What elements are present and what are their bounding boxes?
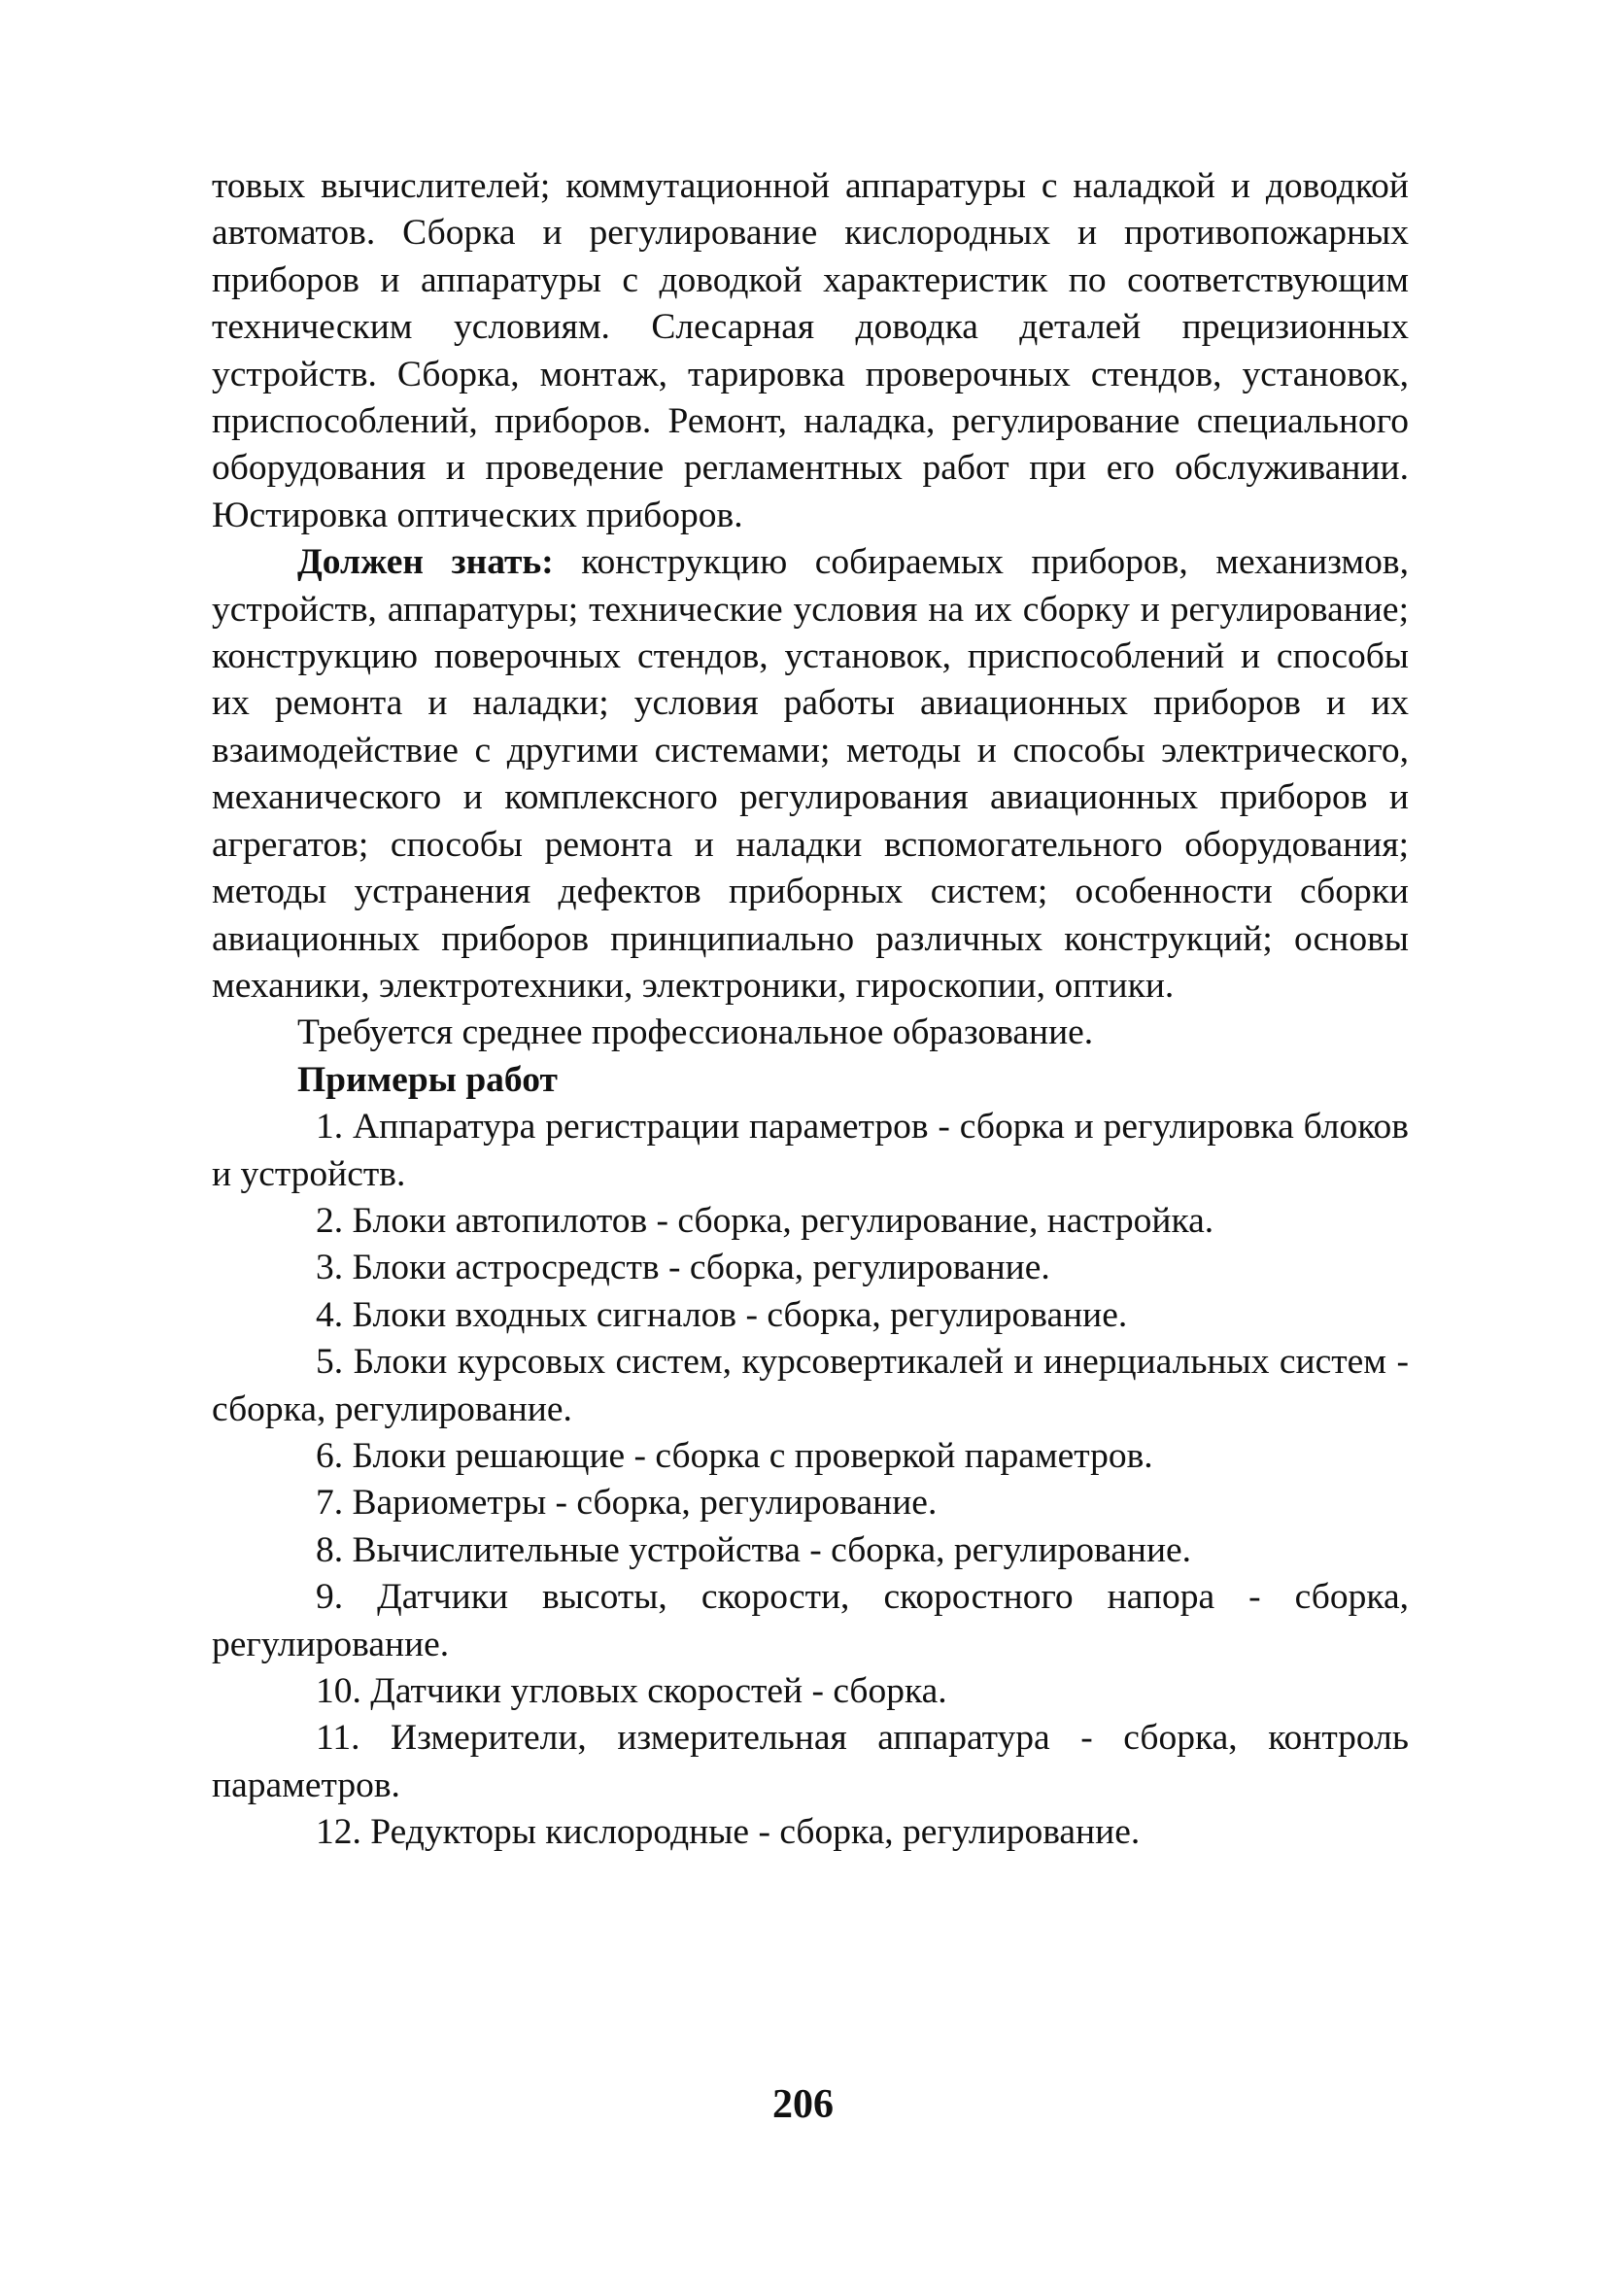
list-item: 4. Блоки входных сигналов - сборка, регулирование. bbox=[316, 1294, 1128, 1335]
list-item: 10. Датчики угловых скоростей - сборка. bbox=[316, 1671, 947, 1711]
must-know-label: Должен знать: bbox=[297, 542, 554, 583]
list-item: 7. Вариометры - сборка, регулирование. bbox=[316, 1483, 938, 1524]
list-item: 9. Датчики высоты, скорости, скоростного напора - сборка, регулирование. bbox=[212, 1577, 1409, 1664]
examples-list bbox=[212, 1104, 1409, 1857]
list-item: 2. Блоки автопилотов - сборка, регулирование, настройка. bbox=[316, 1200, 1214, 1241]
examples-heading: Примеры работ bbox=[297, 1059, 558, 1100]
document-body bbox=[212, 163, 1409, 1857]
list-item: 6. Блоки решающие - сборка с проверкой параметров. bbox=[316, 1435, 1153, 1476]
list-item: 5. Блоки курсовых систем, курсовертикалей и инерциальных систем - сборка, регулирование. bbox=[212, 1342, 1409, 1429]
education-requirement: Требуется среднее профессиональное образование. bbox=[297, 1012, 1094, 1053]
list-item: 1. Аппаратура регистрации параметров - сборка и регулировка блоков и устройств. bbox=[212, 1107, 1409, 1194]
must-know-paragraph bbox=[212, 539, 1409, 1010]
continuation-paragraph: товых вычислителей; коммутационной аппаратуры с наладкой и доводкой автоматов. Сборка и регулирование кислородных и противопожарных приборов и аппаратуры с доводкой характеристик по соответствующим техническим условиям. Слесарная доводка деталей прецизионных устройств. Сборка, монтаж, тарировка проверочных стендов, установок, приспособлений, приборов. Ремонт, наладка, регулирование специального оборудования и проведение регламентных работ при его обслуживании. Юстировка оптических приборов. bbox=[212, 166, 1409, 535]
list-item: 8. Вычислительные устройства - сборка, регулирование. bbox=[316, 1529, 1192, 1570]
must-know-text: конструкцию собираемых приборов, механизмов, устройств, аппаратуры; технические условия на их сборку и регулирование; конструкцию поверочных стендов, установок, приспособлений и способы их ремонта и наладки; условия работы авиационных приборов и их взаимодействие с другими системами; методы и способы электрического, механического и комплексного регулирования авиационных приборов и агрегатов; способы ремонта и наладки вспомогательного оборудования; методы устранения дефектов приборных систем; особенности сборки авиационных приборов принципиально различных конструкций; основы механики, электротехники, электроники, гироскопии, оптики. bbox=[212, 542, 1409, 1006]
list-item: 3. Блоки астросредств - сборка, регулирование. bbox=[316, 1248, 1050, 1288]
page-number: 206 bbox=[772, 2082, 834, 2127]
list-item: 12. Редукторы кислородные - сборка, регулирование. bbox=[316, 1812, 1141, 1853]
list-item: 11. Измерители, измерительная аппаратура - сборка, контроль параметров. bbox=[212, 1718, 1409, 1805]
